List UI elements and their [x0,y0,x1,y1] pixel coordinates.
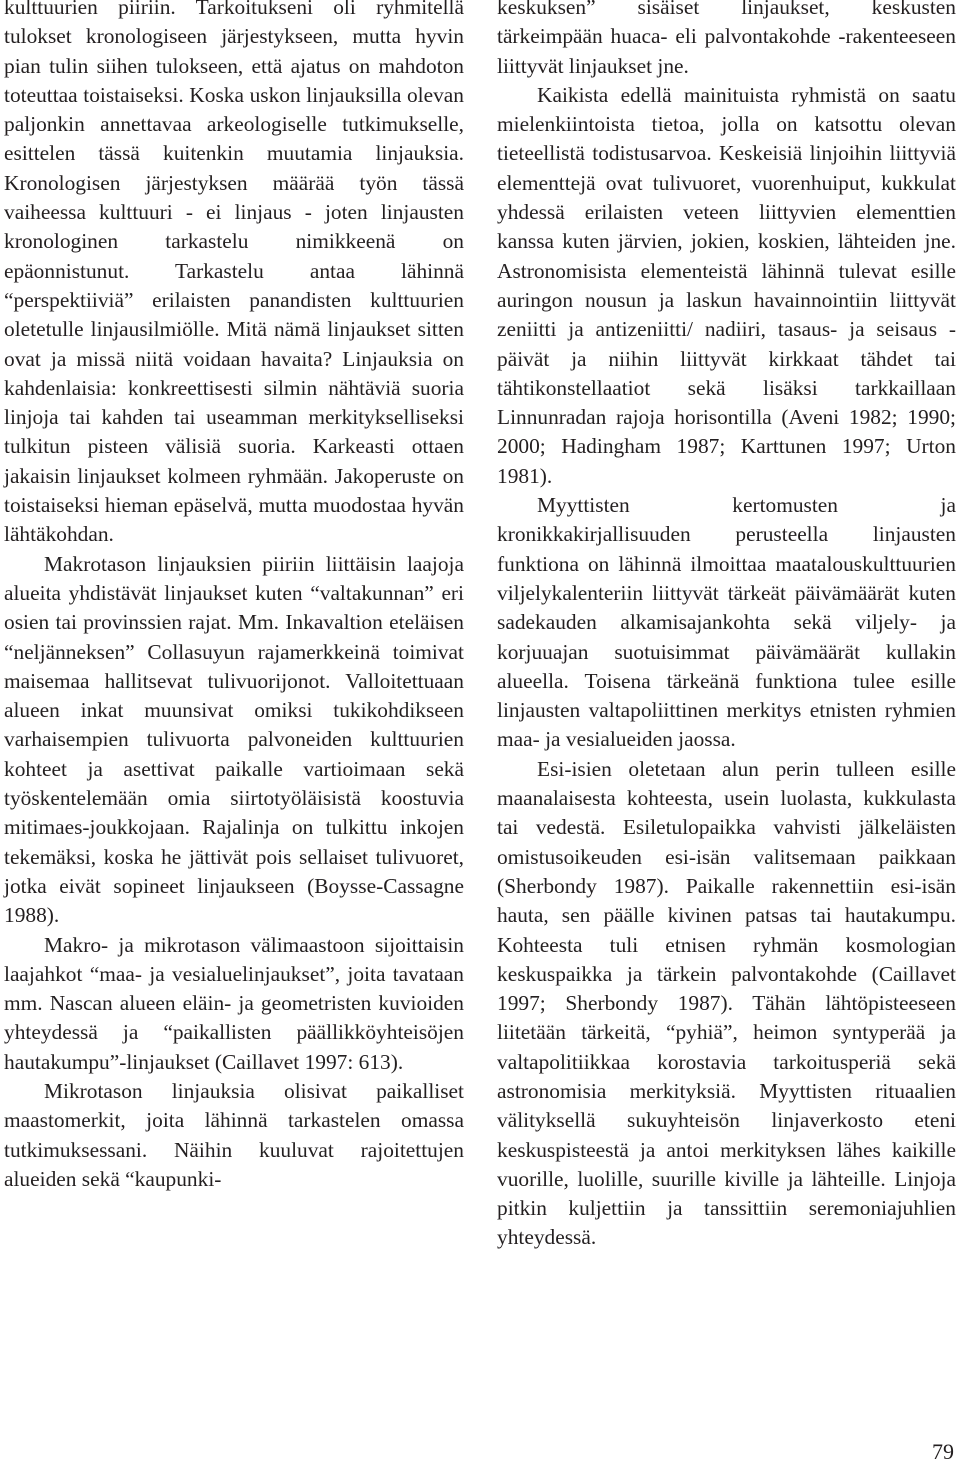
right-paragraph-2: Kaikista edellä mainituista ryhmistä on saatu mielenkiintoista tietoa, jolla on katsottu olevan tieteellistä todistusarvoa. Keskeisiä linjoihin liittyviä elementtejä ovat tulivuoret, vuorenhuiput, kukkulat yhdessä erilaisten veteen liittyvien elementtien kanssa kuten järvien, jokien, koskien, lähteiden jne. Astronomisista elementeistä lähinnä tulevat esille auringon nousun ja laskun havainnointiin liittyvät zeniitti ja antizeniitti/ nadiiri, tasaus- ja seisaus -päivät ja niihin liittyvät kirkkaat tähdet tai tähtikonstellaatiot sekä lisäksi tarkkaillaan Linnunradan rajoja horisontilla (Aveni 1982; 1990; 2000; Hadingham 1987; Karttunen 1997; Urton 1981). [497,82,956,488]
left-paragraph-4: Mikrotason linjauksia olisivat paikalliset maastomerkit, joita lähinnä tarkastelen omassa tutkimuksessani. Näihin kuuluvat rajoitettujen alueiden sekä “kaupunki- [4,1078,464,1191]
right-paragraph-1: keskuksen” sisäiset linjaukset, keskusten tärkeimpään huaca- eli palvontakohde -rakenteeseen liittyvät linjaukset jne. [497,0,956,78]
left-column [4,0,464,1194]
left-paragraph-3: Makro- ja mikrotason välimaastoon sijoittaisin laajahkot “maa- ja vesialuelinjaukset”, joita tavataan mm. Nascan alueen eläin- ja geometristen kuvioiden yhteydessä ja “paikallisten päällikköyhteisöjen hautakumpu”-linjaukset (Caillavet 1997: 613). [4,932,464,1074]
left-paragraph-2: Makrotason linjauksien piiriin liittäisin laajoja alueita yhdistävät linjaukset kuten “valtakunnan” eri osien tai provinssien rajat. Mm. Inkavaltion eteläisen “neljänneksen” Collasuyun rajamerkkeinä toimivat maisemaa hallitsevat tulivuorijonot. Valloitettuaan alueen inkat muunsivat omiksi tukikohdikseen varhaisempien tulivuorta palvoneiden kulttuurien kohteet ja asettivat paikalle vartioimaan sekä työskentelemään omia siirtotyöläisistä koostuvia mitimaes-joukkojaan. Rajalinja on tulkittu inkojen tekemäksi, koska he jättivät pois sellaiset tulivuoret, jotka eivät sopineet linjaukseen (Boysse-Cassagne 1988). [4,551,464,928]
left-paragraph-1: kulttuurien piiriin. Tarkoitukseni oli ryhmitellä tulokset kronologiseen järjestykseen, mutta hyvin pian tulin siihen tulokseen, että ajatus on mahdoton toteuttaa toistaiseksi. Koska uskon linjauksilla olevan paljonkin annettavaa arkeologiselle tutkimukselle, esittelen tässä kuitenkin muutamia linjauksia. Kronologisen järjestyksen määrää työn tässä vaiheessa kulttuuri - ei linjaus - joten linjausten kronologinen tarkastelu nimikkeenä on epäonnistunut. Tarkastelu antaa lähinnä “perspektiiviä” erilaisten panandisten kulttuurien oletetulle linjausilmiölle. Mitä nämä linjaukset sitten ovat ja missä niitä voidaan havaita? Linjauksia on kahdenlaisia: konkreettisesti silmin nähtäviä suoria linjoja tai kahden tai useamman merkitykselliseksi tulkitun pisteen välisiä suoria. Karkeasti ottaen jakaisin linjaukset kolmeen ryhmään. Jakoperuste on toistaiseksi hieman epäselvä, mutta muodostaa hyvän lähtäkohdan. [4,0,464,547]
right-paragraph-4: Esi-isien oletetaan alun perin tulleen esille maanalaisesta kohteesta, usein luolasta, kukkulasta tai vedestä. Esiletulopaikka vahvisti jälkeläisten omistusoikeuden esi-isän valitsemaan paikkaan (Sherbondy 1987). Paikalle rakennettiin esi-isän hauta, sen päälle kivinen patsas tai hautakumpu. Kohteesta tuli etnisen ryhmän kosmologian keskuspaikka ja tärkein palvontakohde (Caillavet 1997; Sherbondy 1987). Tähän lähtöpisteeseen liitetään tärkeitä, “pyhiä”, heimon syntyperää ja valtapolitiikkaa korostavia tarkoitusperiä sekä astronomisia merkityksiä. Myyttisten rituaalien välityksellä sukuyhteisön linjaverkosto eteni keskuspisteestä ja antoi merkityksen lähes kaikille vuorille, luolille, suurille kiville ja lähteille. Linjoja pitkin kuljettiin ja tanssittiin seremoniajuhlien yhteydessä. [497,756,956,1250]
page-number: 79 [932,1439,954,1464]
right-column [497,0,956,1253]
right-paragraph-3: Myyttisten kertomusten ja kronikkakirjallisuuden perusteella linjausten funktiona on lähinnä ilmoittaa maatalouskulttuurien viljelykalenteriin liittyvät tärkeät päivämäärät kuten sadekauden alkamisajankohta sekä viljely- ja korjuuajan suotuisimmat päivämäärät kullakin alueella. Toisena tärkeänä funktiona tulee esille linjausten valtapoliittinen merkitys etnisten ryhmien maa- ja vesialueiden jaossa. [497,493,956,752]
